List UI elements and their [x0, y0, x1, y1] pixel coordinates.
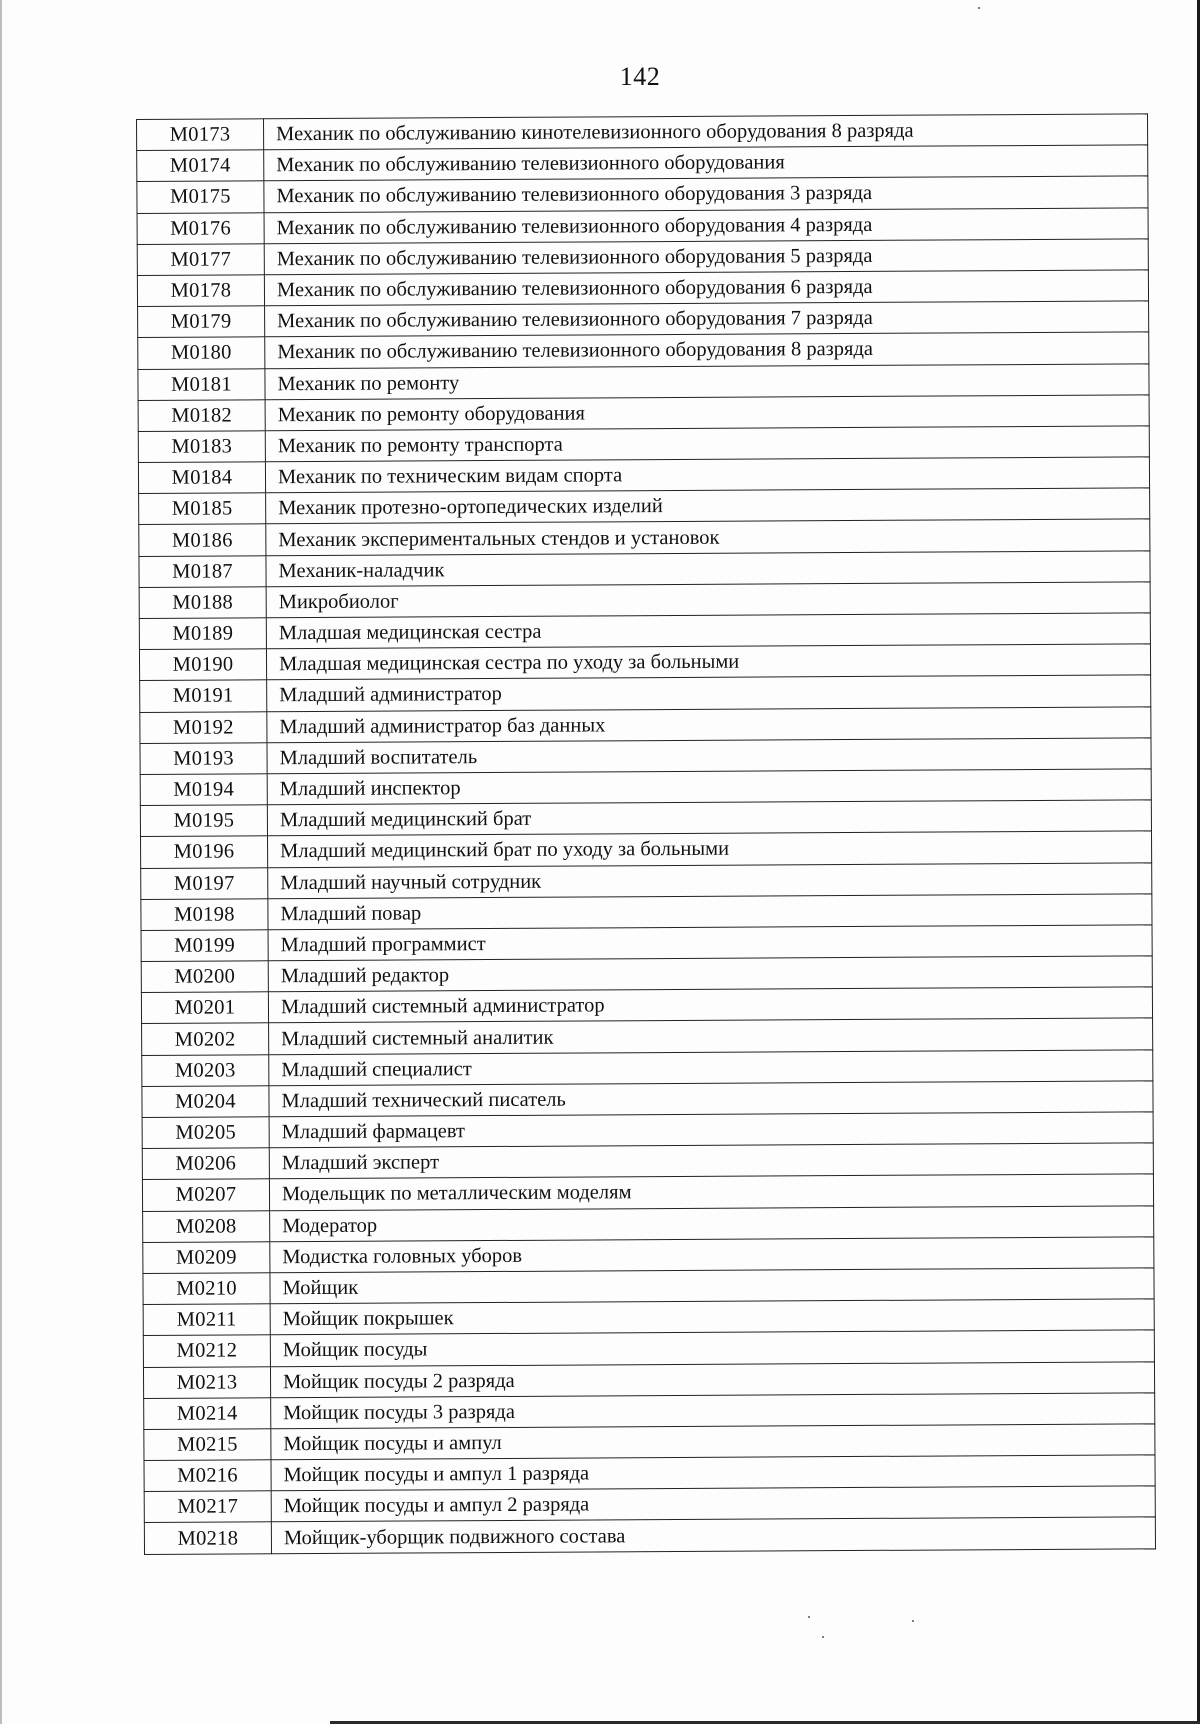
- row-code: М0204: [142, 1086, 269, 1118]
- row-code: М0216: [144, 1460, 271, 1492]
- row-code: М0205: [142, 1117, 269, 1149]
- row-code: М0189: [139, 618, 266, 650]
- row-title: Механик по обслуживанию телевизионного оборудования 6 разряда: [264, 270, 1148, 306]
- row-title: Модельщик по металлическим моделям: [269, 1174, 1153, 1210]
- row-code: М0206: [142, 1148, 269, 1180]
- row-title: Младший администратор: [267, 675, 1151, 711]
- row-title: Младший администратор баз данных: [267, 706, 1151, 742]
- row-title: Младший технический писатель: [269, 1081, 1153, 1117]
- row-title: Младший специалист: [269, 1049, 1153, 1085]
- occupation-code-table: [136, 113, 1156, 1554]
- row-title: Младшая медицинская сестра по уходу за больными: [266, 644, 1150, 680]
- row-code: М0186: [139, 524, 266, 556]
- row-title: Мойщик посуды и ампул: [271, 1424, 1155, 1460]
- row-code: М0197: [141, 867, 268, 899]
- row-code: М0174: [137, 150, 264, 182]
- row-title: Механик по обслуживанию кинотелевизионного оборудования 8 разряда: [264, 114, 1148, 150]
- row-code: М0198: [141, 898, 268, 930]
- row-title: Механик протезно-ортопедических изделий: [266, 488, 1150, 524]
- row-code: М0200: [141, 961, 268, 993]
- row-title: Младший медицинский брат по уходу за больными: [268, 831, 1152, 867]
- row-title: Младший медицинский брат: [267, 800, 1151, 836]
- row-title: Механик экспериментальных стендов и установок: [266, 519, 1150, 555]
- row-title: Механик по ремонту: [265, 363, 1149, 399]
- row-title: Младший инспектор: [267, 769, 1151, 805]
- row-title: Мойщик: [270, 1268, 1154, 1304]
- row-code: М0212: [143, 1335, 270, 1367]
- row-title: Модератор: [270, 1205, 1154, 1241]
- row-code: М0214: [144, 1397, 271, 1429]
- row-code: М0213: [143, 1366, 270, 1398]
- row-code: М0190: [139, 649, 266, 681]
- row-title: Мойщик покрышек: [270, 1299, 1154, 1335]
- row-code: М0183: [138, 431, 265, 463]
- row-title: Механик по обслуживанию телевизионного оборудования 4 разряда: [264, 207, 1148, 243]
- row-code: М0211: [143, 1304, 270, 1336]
- row-code: М0218: [144, 1522, 271, 1554]
- row-code: М0202: [142, 1023, 269, 1055]
- row-title: Мойщик посуды и ампул 1 разряда: [271, 1455, 1155, 1491]
- row-title: Мойщик посуды 2 разряда: [270, 1361, 1154, 1397]
- row-title: Механик по ремонту оборудования: [265, 395, 1149, 431]
- row-title: Механик по обслуживанию телевизионного оборудования 7 разряда: [265, 301, 1149, 337]
- row-title: Мойщик посуды 3 разряда: [271, 1393, 1155, 1429]
- row-code: М0199: [141, 930, 268, 962]
- row-title: Микробиолог: [266, 582, 1150, 618]
- row-code: М0191: [140, 680, 267, 712]
- row-title: Механик-наладчик: [266, 550, 1150, 586]
- table-body: [137, 114, 1156, 1554]
- row-code: М0196: [141, 836, 268, 868]
- row-title: Младшая медицинская сестра: [266, 613, 1150, 649]
- row-title: Механик по обслуживанию телевизионного оборудования 3 разряда: [264, 176, 1148, 212]
- row-title: Механик по обслуживанию телевизионного оборудования 5 разряда: [264, 239, 1148, 275]
- row-title: Механик по техническим видам спорта: [265, 457, 1149, 493]
- row-title: Мойщик посуды и ампул 2 разряда: [271, 1486, 1155, 1522]
- row-code: М0182: [138, 399, 265, 431]
- row-code: М0177: [137, 244, 264, 276]
- row-code: М0210: [143, 1273, 270, 1305]
- row-title: Младший редактор: [268, 956, 1152, 992]
- row-title: Младший фармацевт: [269, 1112, 1153, 1148]
- scan-speck: [822, 1636, 824, 1638]
- row-title: Мойщик посуды: [270, 1330, 1154, 1366]
- row-title: Модистка головных уборов: [270, 1237, 1154, 1273]
- row-code: М0184: [138, 462, 265, 494]
- row-code: М0207: [142, 1179, 269, 1211]
- scan-speck: [978, 7, 980, 9]
- row-code: М0179: [138, 306, 265, 338]
- row-title: Механик по обслуживанию телевизионного оборудования 8 разряда: [265, 332, 1149, 368]
- row-code: М0195: [140, 805, 267, 837]
- scan-speck: [808, 1616, 810, 1618]
- row-code: М0178: [137, 275, 264, 307]
- row-title: Механик по ремонту транспорта: [265, 426, 1149, 462]
- row-title: Младший повар: [268, 894, 1152, 930]
- row-code: М0187: [139, 555, 266, 587]
- row-code: М0194: [140, 774, 267, 806]
- row-title: Младший эксперт: [269, 1143, 1153, 1179]
- row-title: Младший воспитатель: [267, 738, 1151, 774]
- row-code: М0203: [142, 1054, 269, 1086]
- row-title: Младший научный сотрудник: [268, 862, 1152, 898]
- row-code: М0185: [139, 493, 266, 525]
- page-number: 142: [619, 62, 661, 91]
- row-title: Мойщик-уборщик подвижного состава: [271, 1517, 1155, 1553]
- row-code: М0188: [139, 587, 266, 619]
- scan-speck: [912, 1620, 914, 1622]
- row-code: М0208: [143, 1210, 270, 1242]
- row-code: М0175: [137, 181, 264, 213]
- row-code: М0176: [137, 212, 264, 244]
- row-code: М0215: [144, 1429, 271, 1461]
- row-code: М0180: [138, 337, 265, 369]
- row-title: Младший системный аналитик: [269, 1018, 1153, 1054]
- row-title: Младший системный администратор: [268, 987, 1152, 1023]
- row-title: Младший программист: [268, 925, 1152, 961]
- row-code: М0201: [141, 992, 268, 1024]
- row-code: М0192: [140, 711, 267, 743]
- scan-edge-left: [0, 0, 2, 1724]
- row-title: Механик по обслуживанию телевизионного оборудования: [264, 145, 1148, 181]
- row-code: М0181: [138, 368, 265, 400]
- row-code: М0209: [143, 1242, 270, 1274]
- row-code: М0173: [137, 119, 264, 151]
- row-code: М0193: [140, 743, 267, 775]
- row-code: М0217: [144, 1491, 271, 1523]
- table-row: [144, 1517, 1155, 1554]
